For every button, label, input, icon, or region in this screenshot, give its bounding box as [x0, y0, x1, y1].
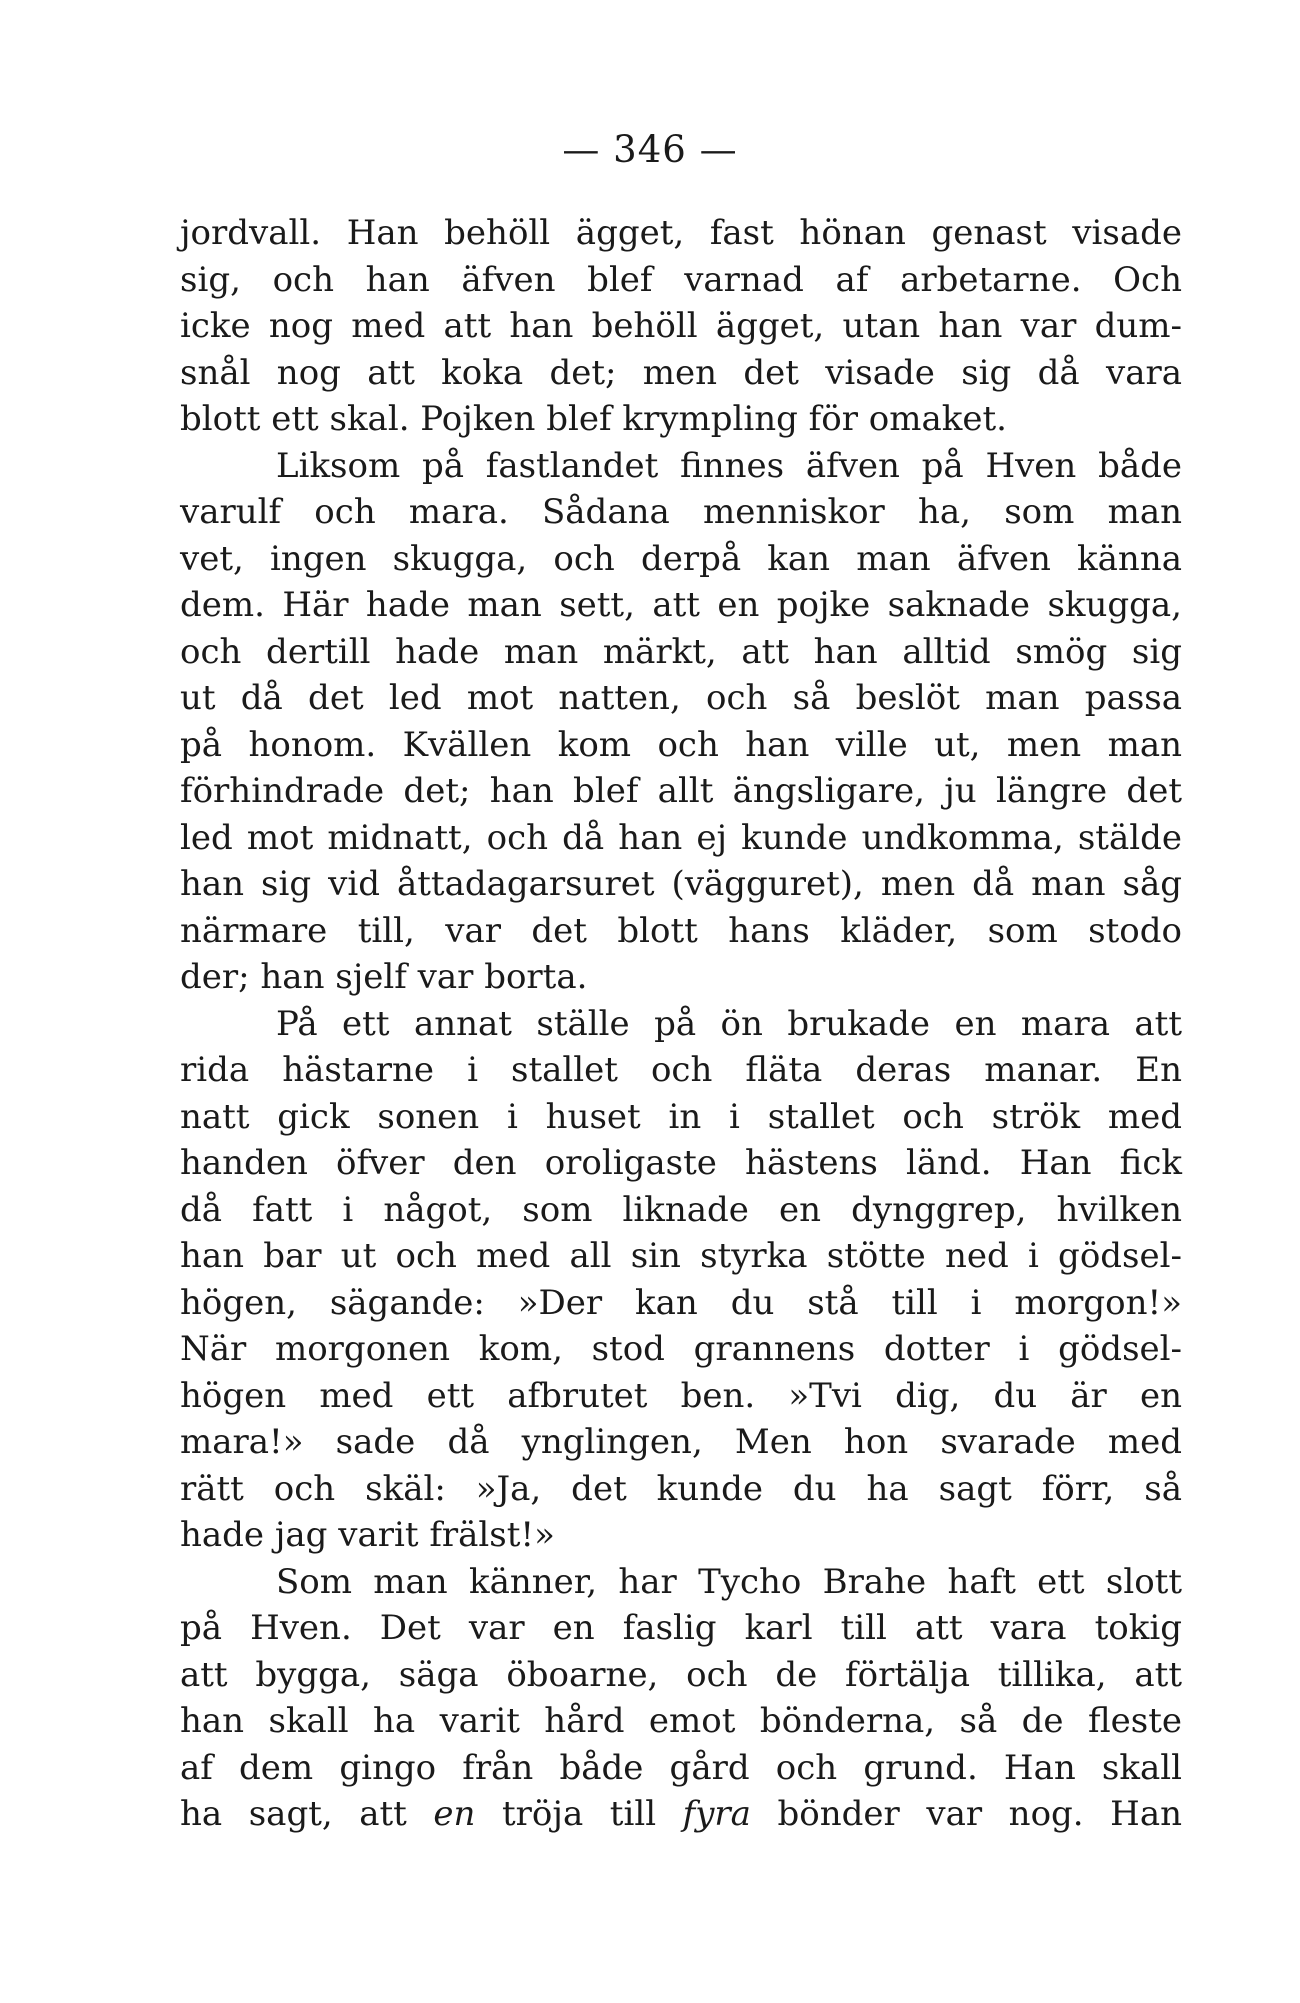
- text-line: blott ett skal. Pojken blef krympling för omaket.: [180, 399, 1007, 439]
- text-line: snål nog att koka det; men det visade sig då vara: [180, 352, 1182, 393]
- text-line: han skall ha varit hård emot bönderna, så de fleste: [180, 1701, 1182, 1741]
- final-line-part: bönder var nog. Han: [750, 1794, 1182, 1834]
- text-line: hade jag varit frälst!»: [180, 1515, 555, 1555]
- text-line: att bygga, säga öboarne, och de förtälja tillika, att: [180, 1654, 1182, 1695]
- text-line-final: [180, 1791, 1182, 1838]
- body-text: [180, 210, 1182, 1838]
- text-line: varulf och mara. Sådana menniskor ha, som man: [180, 492, 1182, 532]
- text-line: natt gick sonen i huset in i stallet och strök med: [180, 1096, 1182, 1137]
- final-line-part: ha sagt, att: [180, 1794, 434, 1834]
- text-line: rätt och skäl: »Ja, det kunde du ha sagt förr, så: [180, 1468, 1182, 1509]
- text-line: han bar ut och med all sin styrka stötte ned i gödsel-: [180, 1236, 1182, 1276]
- text-line: När morgonen kom, stod grannens dotter i gödsel-: [180, 1329, 1182, 1369]
- text-line: högen med ett afbrutet ben. »Tvi dig, du är en: [180, 1375, 1182, 1416]
- text-line: sig, och han äfven blef varnad af arbetarne. Och: [180, 259, 1182, 300]
- text-line: led mot midnatt, och då han ej kunde undkomma, stälde: [180, 817, 1182, 858]
- text-line: Som man känner, har Tycho Brahe haft ett slott: [276, 1561, 1182, 1602]
- text-line: ut då det led mot natten, och så beslöt man passa: [180, 678, 1182, 718]
- text-line: han sig vid åttadagarsuret (vägguret), men då man såg: [180, 864, 1182, 904]
- text-line: närmare till, var det blott hans kläder, som stodo: [180, 910, 1182, 951]
- text-line: på Hven. Det var en faslig karl till att vara tokig: [180, 1608, 1182, 1648]
- text-line: då fatt i något, som liknade en dynggrep, hvilken: [180, 1189, 1182, 1230]
- page-number: — 346 —: [562, 128, 738, 171]
- italic-word: en: [433, 1794, 476, 1834]
- text-line: icke nog med att han behöll ägget, utan han var dum-: [180, 306, 1182, 346]
- text-line: förhindrade det; han blef allt ängsligare, ju längre det: [180, 771, 1182, 811]
- italic-word: fyra: [682, 1794, 751, 1834]
- text-line: På ett annat ställe på ön brukade en mara att: [276, 1003, 1182, 1044]
- text-line: der; han sjelf var borta.: [180, 957, 588, 997]
- text-line: handen öfver den oroligaste hästens länd. Han fick: [180, 1143, 1182, 1183]
- text-line: på honom. Kvällen kom och han ville ut, men man: [180, 724, 1182, 765]
- final-line-part: tröja till: [475, 1794, 683, 1834]
- text-line: vet, ingen skugga, och derpå kan man äfven känna: [180, 538, 1182, 579]
- text-line: mara!» sade då ynglingen, Men hon svarade med: [180, 1422, 1182, 1462]
- text-line: högen, sägande: »Der kan du stå till i morgon!»: [180, 1282, 1182, 1323]
- text-line: dem. Här hade man sett, att en pojke saknade skugga,: [180, 585, 1182, 625]
- text-line: jordvall. Han behöll ägget, fast hönan genast visade: [180, 213, 1182, 253]
- text-line: Liksom på fastlandet finnes äfven på Hven både: [276, 445, 1182, 486]
- text-line: af dem gingo från både gård och grund. Han skall: [180, 1747, 1182, 1788]
- text-line: rida hästarne i stallet och fläta deras manar. En: [180, 1050, 1182, 1090]
- text-line: och dertill hade man märkt, att han alltid smög sig: [180, 631, 1182, 672]
